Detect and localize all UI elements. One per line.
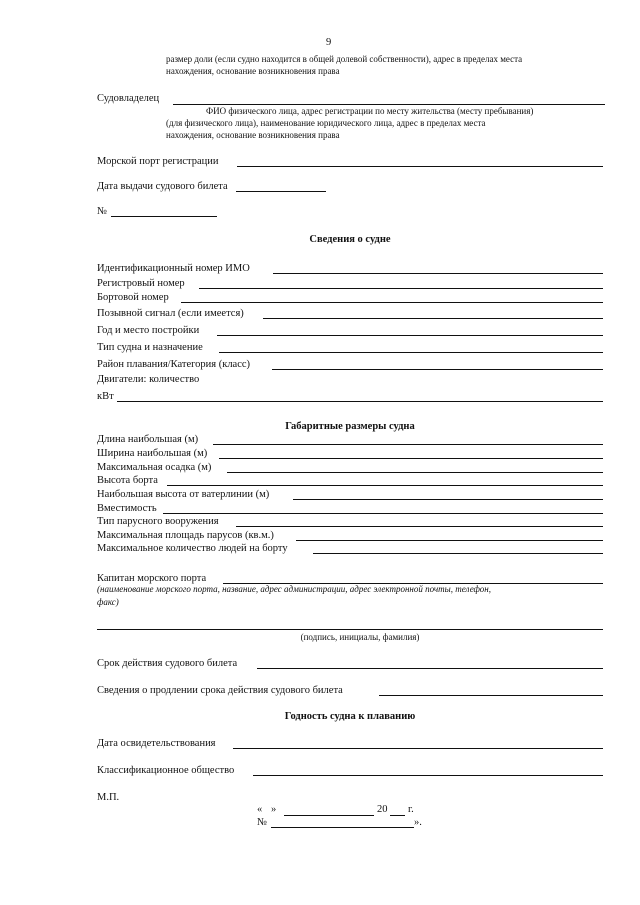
intro-note-line2: нахождения, основание возникновения права (166, 66, 340, 76)
issue-date-label: Дата выдачи судового билета (97, 181, 228, 192)
class-society-label: Классификационное общество (97, 765, 235, 776)
year-place-label: Год и место постройки (97, 325, 200, 336)
owner-note-line2: (для физического лица), наименование юридического лица, адрес в пределах места (166, 118, 486, 128)
date-year-suffix: г. (408, 804, 414, 815)
call-sign-field[interactable] (263, 318, 603, 319)
port-registration-field[interactable] (237, 166, 603, 167)
max-people-label: Максимальное количество людей на борту (97, 543, 288, 554)
max-people-field[interactable] (313, 553, 603, 554)
imo-field[interactable] (273, 273, 603, 274)
number-field[interactable] (111, 216, 217, 217)
seaworthiness-heading: Годность судна к плаванию (284, 711, 416, 722)
number-line-field[interactable] (271, 827, 414, 828)
type-purpose-field[interactable] (219, 352, 603, 353)
board-height-label: Высота борта (97, 475, 158, 486)
harbor-master-label: Капитан морского порта (97, 573, 207, 584)
stamp-label: М.П. (97, 792, 120, 803)
board-number-field[interactable] (181, 302, 603, 303)
date-year-field[interactable] (390, 815, 405, 816)
extension-label: Сведения о продлении срока действия судового билета (97, 685, 343, 696)
owner-label: Судовладелец (97, 93, 160, 104)
call-sign-label: Позывной сигнал (если имеется) (97, 308, 244, 319)
board-height-field[interactable] (167, 485, 603, 486)
port-registration-label: Морской порт регистрации (97, 156, 219, 167)
page-number: 9 (326, 37, 332, 48)
max-width-field[interactable] (219, 458, 603, 459)
issue-date-field[interactable] (236, 191, 326, 192)
sail-area-field[interactable] (296, 540, 603, 541)
harbor-master-note-line2: факс) (97, 597, 119, 607)
reg-number-label: Регистровый номер (97, 278, 185, 289)
capacity-field[interactable] (163, 513, 603, 514)
max-draft-field[interactable] (227, 472, 603, 473)
sail-area-label: Максимальная площадь парусов (кв.м.) (97, 530, 274, 541)
max-length-label: Длина наибольшая (м) (97, 434, 199, 445)
intro-note-line1: размер доли (если судно находится в общей долевой собственности), адрес в пределах места (166, 54, 523, 64)
area-category-field[interactable] (272, 369, 603, 370)
board-number-label: Бортовой номер (97, 292, 169, 303)
engines-label: Двигатели: количество (97, 374, 200, 385)
date-year-prefix: 20 (377, 804, 388, 815)
extension-field[interactable] (379, 695, 603, 696)
validity-label: Срок действия судового билета (97, 658, 238, 669)
owner-note-line1: ФИО физического лица, адрес регистрации по месту жительства (месту пребывания) (206, 106, 534, 116)
survey-date-label: Дата освидетельствования (97, 738, 216, 749)
imo-label: Идентификационный номер ИМО (97, 263, 250, 274)
signature-caption: (подпись, инициалы, фамилия) (300, 632, 420, 642)
survey-date-field[interactable] (233, 748, 603, 749)
owner-field[interactable] (173, 104, 605, 105)
date-close-quote: » (271, 804, 277, 815)
harbor-master-note-line1: (наименование морского порта, название, адрес администрации, адрес электронной почты, телефон, (97, 584, 491, 594)
dimensions-heading: Габаритные размеры судна (285, 421, 415, 432)
max-height-label: Наибольшая высота от ватерлинии (м) (97, 489, 270, 500)
vessel-info-heading: Сведения о судне (309, 234, 391, 245)
max-draft-label: Максимальная осадка (м) (97, 462, 212, 473)
signature-field[interactable] (97, 629, 603, 630)
kw-label: кВт (97, 391, 114, 402)
sail-type-label: Тип парусного вооружения (97, 516, 219, 527)
validity-field[interactable] (257, 668, 603, 669)
sail-type-field[interactable] (236, 526, 603, 527)
type-purpose-label: Тип судна и назначение (97, 342, 203, 353)
kw-field[interactable] (117, 401, 603, 402)
class-society-field[interactable] (253, 775, 603, 776)
reg-number-field[interactable] (199, 288, 603, 289)
max-length-field[interactable] (213, 444, 603, 445)
number-label: № (97, 206, 108, 217)
max-width-label: Ширина наибольшая (м) (97, 448, 208, 459)
number-line-prefix: № (257, 817, 268, 828)
capacity-label: Вместимость (97, 503, 157, 514)
area-category-label: Район плавания/Категория (класс) (97, 359, 251, 370)
max-height-field[interactable] (293, 499, 603, 500)
number-line-suffix: ». (414, 817, 422, 828)
year-place-field[interactable] (217, 335, 603, 336)
owner-note-line3: нахождения, основание возникновения права (166, 130, 340, 140)
date-open-quote: « (257, 804, 263, 815)
date-month-field[interactable] (284, 815, 374, 816)
